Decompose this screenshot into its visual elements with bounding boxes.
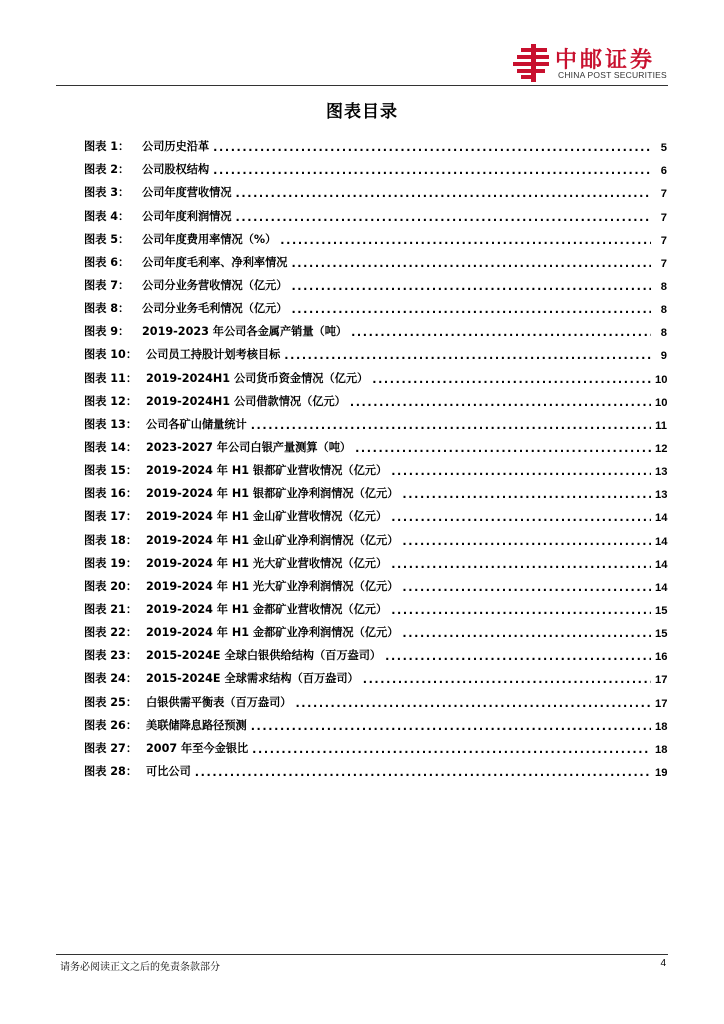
toc-entry-label: 图表 13： <box>84 417 138 431</box>
toc-entry[interactable] <box>84 640 667 663</box>
toc-entry[interactable] <box>84 270 667 293</box>
toc-entry-page: 14 <box>655 558 668 571</box>
toc-entry-leader <box>402 581 651 594</box>
toc-entry-title: 公司年度营收情况 <box>142 186 232 200</box>
toc-entry-leader <box>236 211 651 224</box>
toc-entry-leader <box>402 488 651 501</box>
toc-entry-page: 13 <box>655 466 668 479</box>
toc-entry-page: 12 <box>655 442 668 455</box>
toc-entry-label: 图表 2： <box>84 163 130 177</box>
toc-entry[interactable] <box>84 432 667 455</box>
toc-entry-title: 公司历史沿革 <box>142 140 210 154</box>
toc-entry-label: 图表 9： <box>84 325 130 339</box>
toc-entry-page: 14 <box>655 535 668 548</box>
toc-entry[interactable] <box>84 224 667 247</box>
toc-entry-title: 2023-2027 年公司白银产量测算（吨） <box>146 440 352 454</box>
toc-entry-label: 图表 8： <box>84 302 130 316</box>
toc-entry-label: 图表 1： <box>84 140 130 154</box>
page-number: 4 <box>660 958 666 969</box>
toc-entry-leader <box>251 419 651 432</box>
toc-entry-page: 16 <box>655 651 668 664</box>
toc-entry-leader <box>252 743 651 756</box>
toc-entry-leader <box>351 326 651 339</box>
company-logo <box>511 44 671 84</box>
toc-entry[interactable] <box>84 247 667 270</box>
toc-entry-leader <box>213 141 651 154</box>
toc-entry-page: 8 <box>660 327 667 340</box>
toc-entry-title: 2015-2024E 全球白银供给结构（百万盎司） <box>146 649 382 663</box>
toc-entry-label: 图表 6： <box>84 255 130 269</box>
toc-entry-title: 可比公司 <box>146 764 191 778</box>
toc-entry-leader <box>402 535 651 548</box>
toc-entry-title: 白银供需平衡表（百万盎司） <box>146 695 292 709</box>
toc-entry[interactable] <box>84 571 667 594</box>
toc-entry-leader <box>391 558 651 571</box>
toc-entry-label: 图表 5： <box>84 232 130 246</box>
toc-entry-title: 2019-2024 年 H1 银都矿业净利润情况（亿元） <box>146 487 399 501</box>
header-divider <box>56 85 668 86</box>
toc-entry-label: 图表 18： <box>84 533 138 547</box>
toc-entry-page: 14 <box>655 581 668 594</box>
toc-entry-title: 2019-2024 年 H1 光大矿业净利润情况（亿元） <box>146 579 399 593</box>
toc-entry-label: 图表 12： <box>84 394 138 408</box>
toc-entry-page: 14 <box>655 512 668 525</box>
toc-entry-title: 公司分业务营收情况（亿元） <box>142 278 288 292</box>
toc-entry-leader <box>391 511 651 524</box>
toc-entry[interactable] <box>84 200 667 223</box>
toc-entry-page: 17 <box>655 697 668 710</box>
toc-entry[interactable] <box>84 409 667 432</box>
toc-entry[interactable] <box>84 686 667 709</box>
toc-entry-title: 2019-2024 年 H1 光大矿业营收情况（亿元） <box>146 556 388 570</box>
toc-entry-title: 2007 年至今金银比 <box>146 741 249 755</box>
toc-entry-leader <box>385 650 651 663</box>
toc-entry-label: 图表 27： <box>84 741 138 755</box>
toc-entry-page: 15 <box>655 604 668 617</box>
toc-entry[interactable] <box>84 131 667 154</box>
toc-entry-label: 图表 19： <box>84 556 138 570</box>
toc-entry[interactable] <box>84 154 667 177</box>
toc-entry-title: 2019-2024H1 公司借款情况（亿元） <box>146 394 346 408</box>
toc-entry-leader <box>402 627 651 640</box>
toc-entry[interactable] <box>84 733 667 756</box>
toc-entry-page: 7 <box>660 188 667 201</box>
toc-entry-title: 公司年度费用率情况（%） <box>142 232 277 246</box>
toc-entry[interactable] <box>84 617 667 640</box>
toc-entry-title: 2019-2024 年 H1 金都矿业营收情况（亿元） <box>146 602 388 616</box>
toc-entry-label: 图表 22： <box>84 626 138 640</box>
toc-entry-page: 13 <box>655 489 668 502</box>
toc-entry[interactable] <box>84 524 667 547</box>
toc-entry-label: 图表 15： <box>84 464 138 478</box>
toc-entry-page: 15 <box>655 628 668 641</box>
footer-divider <box>56 954 668 955</box>
toc-entry-label: 图表 14： <box>84 440 138 454</box>
toc-entry[interactable] <box>84 362 667 385</box>
toc-entry-title: 2019-2024 年 H1 金都矿业净利润情况（亿元） <box>146 626 399 640</box>
toc-entry[interactable] <box>84 501 667 524</box>
toc-entry-label: 图表 3： <box>84 186 130 200</box>
toc-entry-leader <box>391 465 651 478</box>
toc-entry-label: 图表 24： <box>84 672 138 686</box>
toc-entry-label: 图表 28： <box>84 764 138 778</box>
toc-entry-page: 10 <box>655 396 668 409</box>
china-post-emblem-icon <box>511 44 555 82</box>
toc-entry-leader <box>363 673 651 686</box>
toc-entry-title: 2019-2024H1 公司货币资金情况（亿元） <box>146 371 369 385</box>
toc-entry-title: 2019-2023 年公司各金属产销量（吨） <box>142 325 348 339</box>
toc-entry-page: 7 <box>660 234 667 247</box>
toc-entry-label: 图表 11： <box>84 371 138 385</box>
toc-entry[interactable] <box>84 293 667 316</box>
toc-entry-title: 公司股权结构 <box>142 163 210 177</box>
toc-entry-label: 图表 4： <box>84 209 130 223</box>
toc-entry[interactable] <box>84 177 667 200</box>
toc-entry[interactable] <box>84 339 667 362</box>
toc-entry-label: 图表 21： <box>84 602 138 616</box>
toc-entry-page: 11 <box>655 419 667 432</box>
toc-entry-title: 公司员工持股计划考核目标 <box>146 348 281 362</box>
toc-entry-page: 18 <box>655 743 668 756</box>
toc-entry-label: 图表 10： <box>84 348 138 362</box>
toc-entry-title: 公司年度利润情况 <box>142 209 232 223</box>
toc-entry-page: 19 <box>655 766 668 779</box>
toc-entry-title: 2019-2024 年 H1 金山矿业营收情况（亿元） <box>146 510 388 524</box>
toc-entry-label: 图表 7： <box>84 278 130 292</box>
toc-entry-leader <box>213 164 651 177</box>
toc-entry[interactable] <box>84 455 667 478</box>
toc-entry-title: 2019-2024 年 H1 银都矿业营收情况（亿元） <box>146 464 388 478</box>
toc-entry-leader <box>291 257 651 270</box>
toc-entry-title: 公司年度毛利率、净利率情况 <box>142 255 288 269</box>
brand-name-cn: 中邮证券 <box>555 48 656 73</box>
toc-entry-page: 9 <box>660 350 667 363</box>
toc-entry-leader <box>295 697 651 710</box>
toc-entry-label: 图表 23： <box>84 649 138 663</box>
toc-entry-title: 美联储降息路径预测 <box>146 718 247 732</box>
toc-entry-label: 图表 16： <box>84 487 138 501</box>
toc-entry-title: 2019-2024 年 H1 金山矿业净利润情况（亿元） <box>146 533 399 547</box>
toc-entry-leader <box>291 280 651 293</box>
toc-entry[interactable] <box>84 756 667 779</box>
toc-entry[interactable] <box>84 594 667 617</box>
toc-entry-page: 7 <box>660 257 667 270</box>
brand-name-en: CHINA POST SECURITIES <box>558 70 667 80</box>
toc-entry-leader <box>291 303 651 316</box>
toc-entry[interactable] <box>84 663 667 686</box>
toc-entry-page: 7 <box>660 211 667 224</box>
toc-entry-leader <box>372 373 651 386</box>
toc-entry-page: 8 <box>660 304 667 317</box>
toc-entry-leader <box>284 349 651 362</box>
toc-entry-title: 2015-2024E 全球需求结构（百万盎司） <box>146 672 359 686</box>
figure-index-list <box>84 131 667 779</box>
toc-entry-page: 17 <box>655 674 668 687</box>
toc-entry-label: 图表 26： <box>84 718 138 732</box>
toc-entry-leader <box>391 604 651 617</box>
toc-entry-leader <box>251 720 651 733</box>
toc-entry-title: 公司各矿山储量统计 <box>146 417 247 431</box>
toc-entry-leader <box>195 766 651 779</box>
toc-entry[interactable] <box>84 548 667 571</box>
toc-entry-page: 8 <box>660 280 667 293</box>
toc-entry[interactable] <box>84 478 667 501</box>
toc-entry-label: 图表 25： <box>84 695 138 709</box>
page-header <box>0 0 724 86</box>
toc-entry-label: 图表 20： <box>84 579 138 593</box>
toc-entry-leader <box>355 442 651 455</box>
toc-entry-leader <box>280 234 651 247</box>
footer-disclaimer: 请务必阅读正文之后的免责条款部分 <box>60 962 220 973</box>
toc-entry-page: 5 <box>660 142 667 155</box>
toc-entry-title: 公司分业务毛利情况（亿元） <box>142 302 288 316</box>
toc-entry-page: 6 <box>660 165 667 178</box>
toc-entry[interactable] <box>84 386 667 409</box>
page-title: 图表目录 <box>326 102 398 122</box>
toc-entry-leader <box>236 187 651 200</box>
toc-entry-page: 10 <box>655 373 668 386</box>
toc-entry[interactable] <box>84 710 667 733</box>
toc-entry-label: 图表 17： <box>84 510 138 524</box>
toc-entry-leader <box>350 396 651 409</box>
toc-entry[interactable] <box>84 316 667 339</box>
toc-entry-page: 18 <box>655 720 668 733</box>
